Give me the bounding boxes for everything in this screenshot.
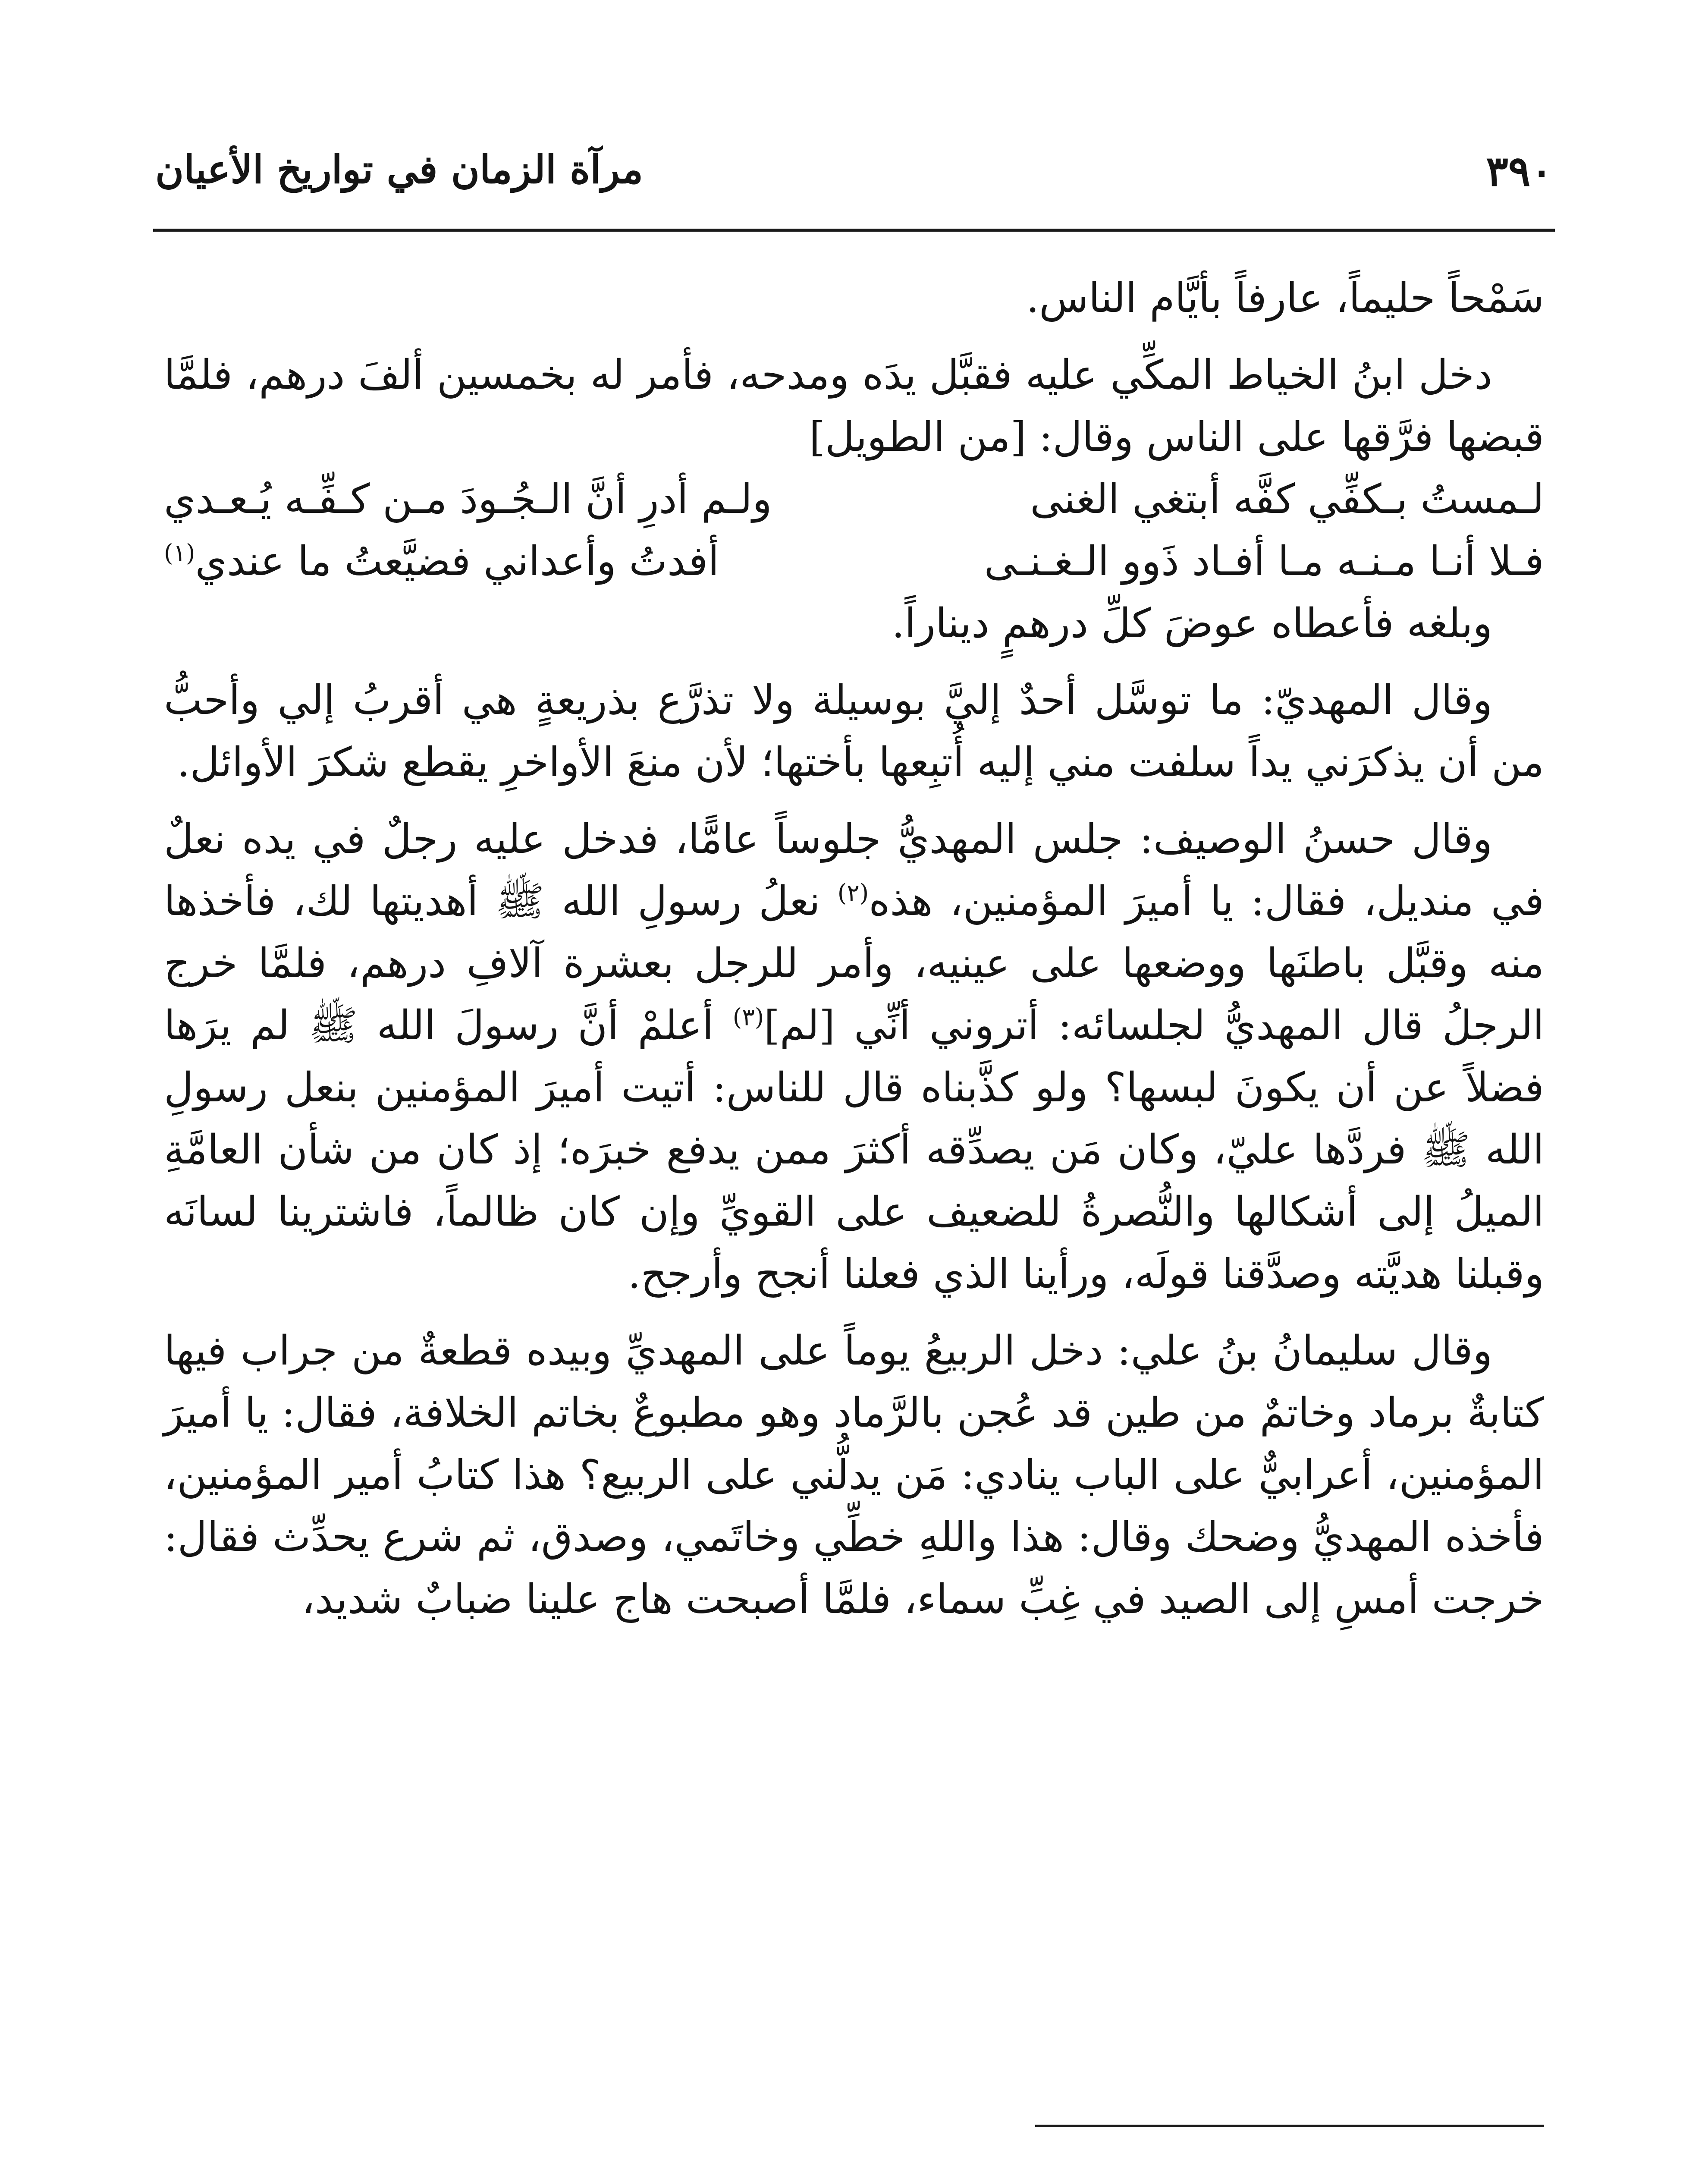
footnote-ref-3: (٣) xyxy=(732,1003,764,1031)
poem-line-1-second-hemistich: ولـم أدرِ أنَّ الـجُـودَ مـن كـفِّـه يُـعـدي xyxy=(164,476,772,523)
poem-line-2-first-hemistich: فـلا أنـا مـنـه مـا أفـاد ذَوو الـغـنـى xyxy=(984,538,1544,585)
footnote-ref-1: (١) xyxy=(164,539,195,567)
page-body xyxy=(164,267,1544,1631)
paragraph-5-part-c: أعلمْ أنَّ رسولَ الله ﷺ لم يرَها فضلاً عن أن يكونَ لبسها؟ ولو كذَّبناه قال للناس: أتيت أميرَ المؤمنين بنعل رسولِ الله ﷺ فردَّها عليّ، وكان مَن يصدِّقه أكثرَ ممن يدفع خبرَه؛ إذ كان من شأن العامَّةِ الميلُ إلى أشكالها والنُّصرةُ للضعيف على القويِّ وإن كان ظالماً، فاشترينا لسانَه وقبلنا هديَّته وصدَّقنا قولَه، ورأينا الذي فعلنا أنجح وأرجح. xyxy=(164,1002,1544,1298)
header-rule xyxy=(153,229,1555,232)
poem-line-1 xyxy=(164,469,1544,531)
poem-line-2-second-hemistich xyxy=(164,531,719,593)
paragraph-1: سَمْحاً حليماً، عارفاً بأيَّام الناس. xyxy=(1026,275,1544,322)
poem-line-2 xyxy=(164,531,1544,593)
poem-line-2-second-text: أفدتُ وأعداني فضيَّعتُ ما عندي xyxy=(195,538,719,585)
footnote-rule xyxy=(1035,2125,1544,2127)
footnote-ref-2: (٢) xyxy=(837,879,869,907)
running-title: مرآة الزمان في تواريخ الأعيان xyxy=(155,147,644,192)
page-number: ٣٩٠ xyxy=(1486,147,1553,195)
paragraph-6: وقال سليمانُ بنُ علي: دخل الربيعُ يوماً على المهديِّ وبيده قطعةٌ من جراب فيها كتابةٌ برماد وخاتمٌ من طين قد عُجن بالرَّماد وهو مطبوعٌ بخاتم الخلافة، فقال: يا أميرَ المؤمنين، أعرابيٌّ على الباب ينادي: مَن يدلُّني على الربيع؟ هذا كتابُ أمير المؤمنين، فأخذه المهديُّ وضحك وقال: هذا واللهِ خطِّي وخاتَمي، وصدق، ثم شرع يحدِّث فقال: خرجت أمسِ إلى الصيد في غِبِّ سماء، فلمَّا أصبحت هاج علينا ضبابٌ شديد، xyxy=(164,1327,1544,1623)
footnotes xyxy=(164,2151,1544,2157)
paragraph-5-part-a: وقال حسنُ الوصيف: جلس المهديُّ جلوساً عامًّا، فدخل عليه رجلٌ في يده نعلٌ في منديل، فقال: يا أميرَ المؤمنين، هذه xyxy=(164,816,1545,925)
footnote-1 xyxy=(164,2151,1544,2157)
paragraph-5-part-b: نعلُ رسولِ الله ﷺ أهديتها لك، فأخذها منه وقبَّل باطنَها ووضعها على عينيه، وأمر للرجل بعشرة آلافِ درهم، فلمَّا خرج الرجلُ قال المهديُّ لجلسائه: أتروني أنِّي [لم] xyxy=(164,878,1544,1049)
paragraph-4: وقال المهديّ: ما توسَّل أحدٌ إليَّ بوسيلة ولا تذرَّع بذريعةٍ هي أقربُ إلي وأحبُّ من أن يذكرَني يداً سلفت مني إليه أُتبِعها بأختها؛ لأن منعَ الأواخرِ يقطع شكرَ الأوائل. xyxy=(164,677,1544,786)
poem-line-1-first-hemistich: لـمستُ بـكفِّي كفَّه أبتغي الغنى xyxy=(1030,476,1544,523)
paragraph-5 xyxy=(164,808,1544,1305)
poem xyxy=(164,469,1544,593)
paragraph-2: دخل ابنُ الخياط المكِّي عليه فقبَّل يدَه ومدحه، فأمر له بخمسين ألفَ درهم، فلمَّا قبضها فرَّقها على الناس وقال: [من الطويل] xyxy=(164,352,1544,461)
page-header xyxy=(155,138,1553,224)
paragraph-3: وبلغه فأعطاه عوضَ كلِّ درهمٍ ديناراً. xyxy=(892,600,1492,647)
